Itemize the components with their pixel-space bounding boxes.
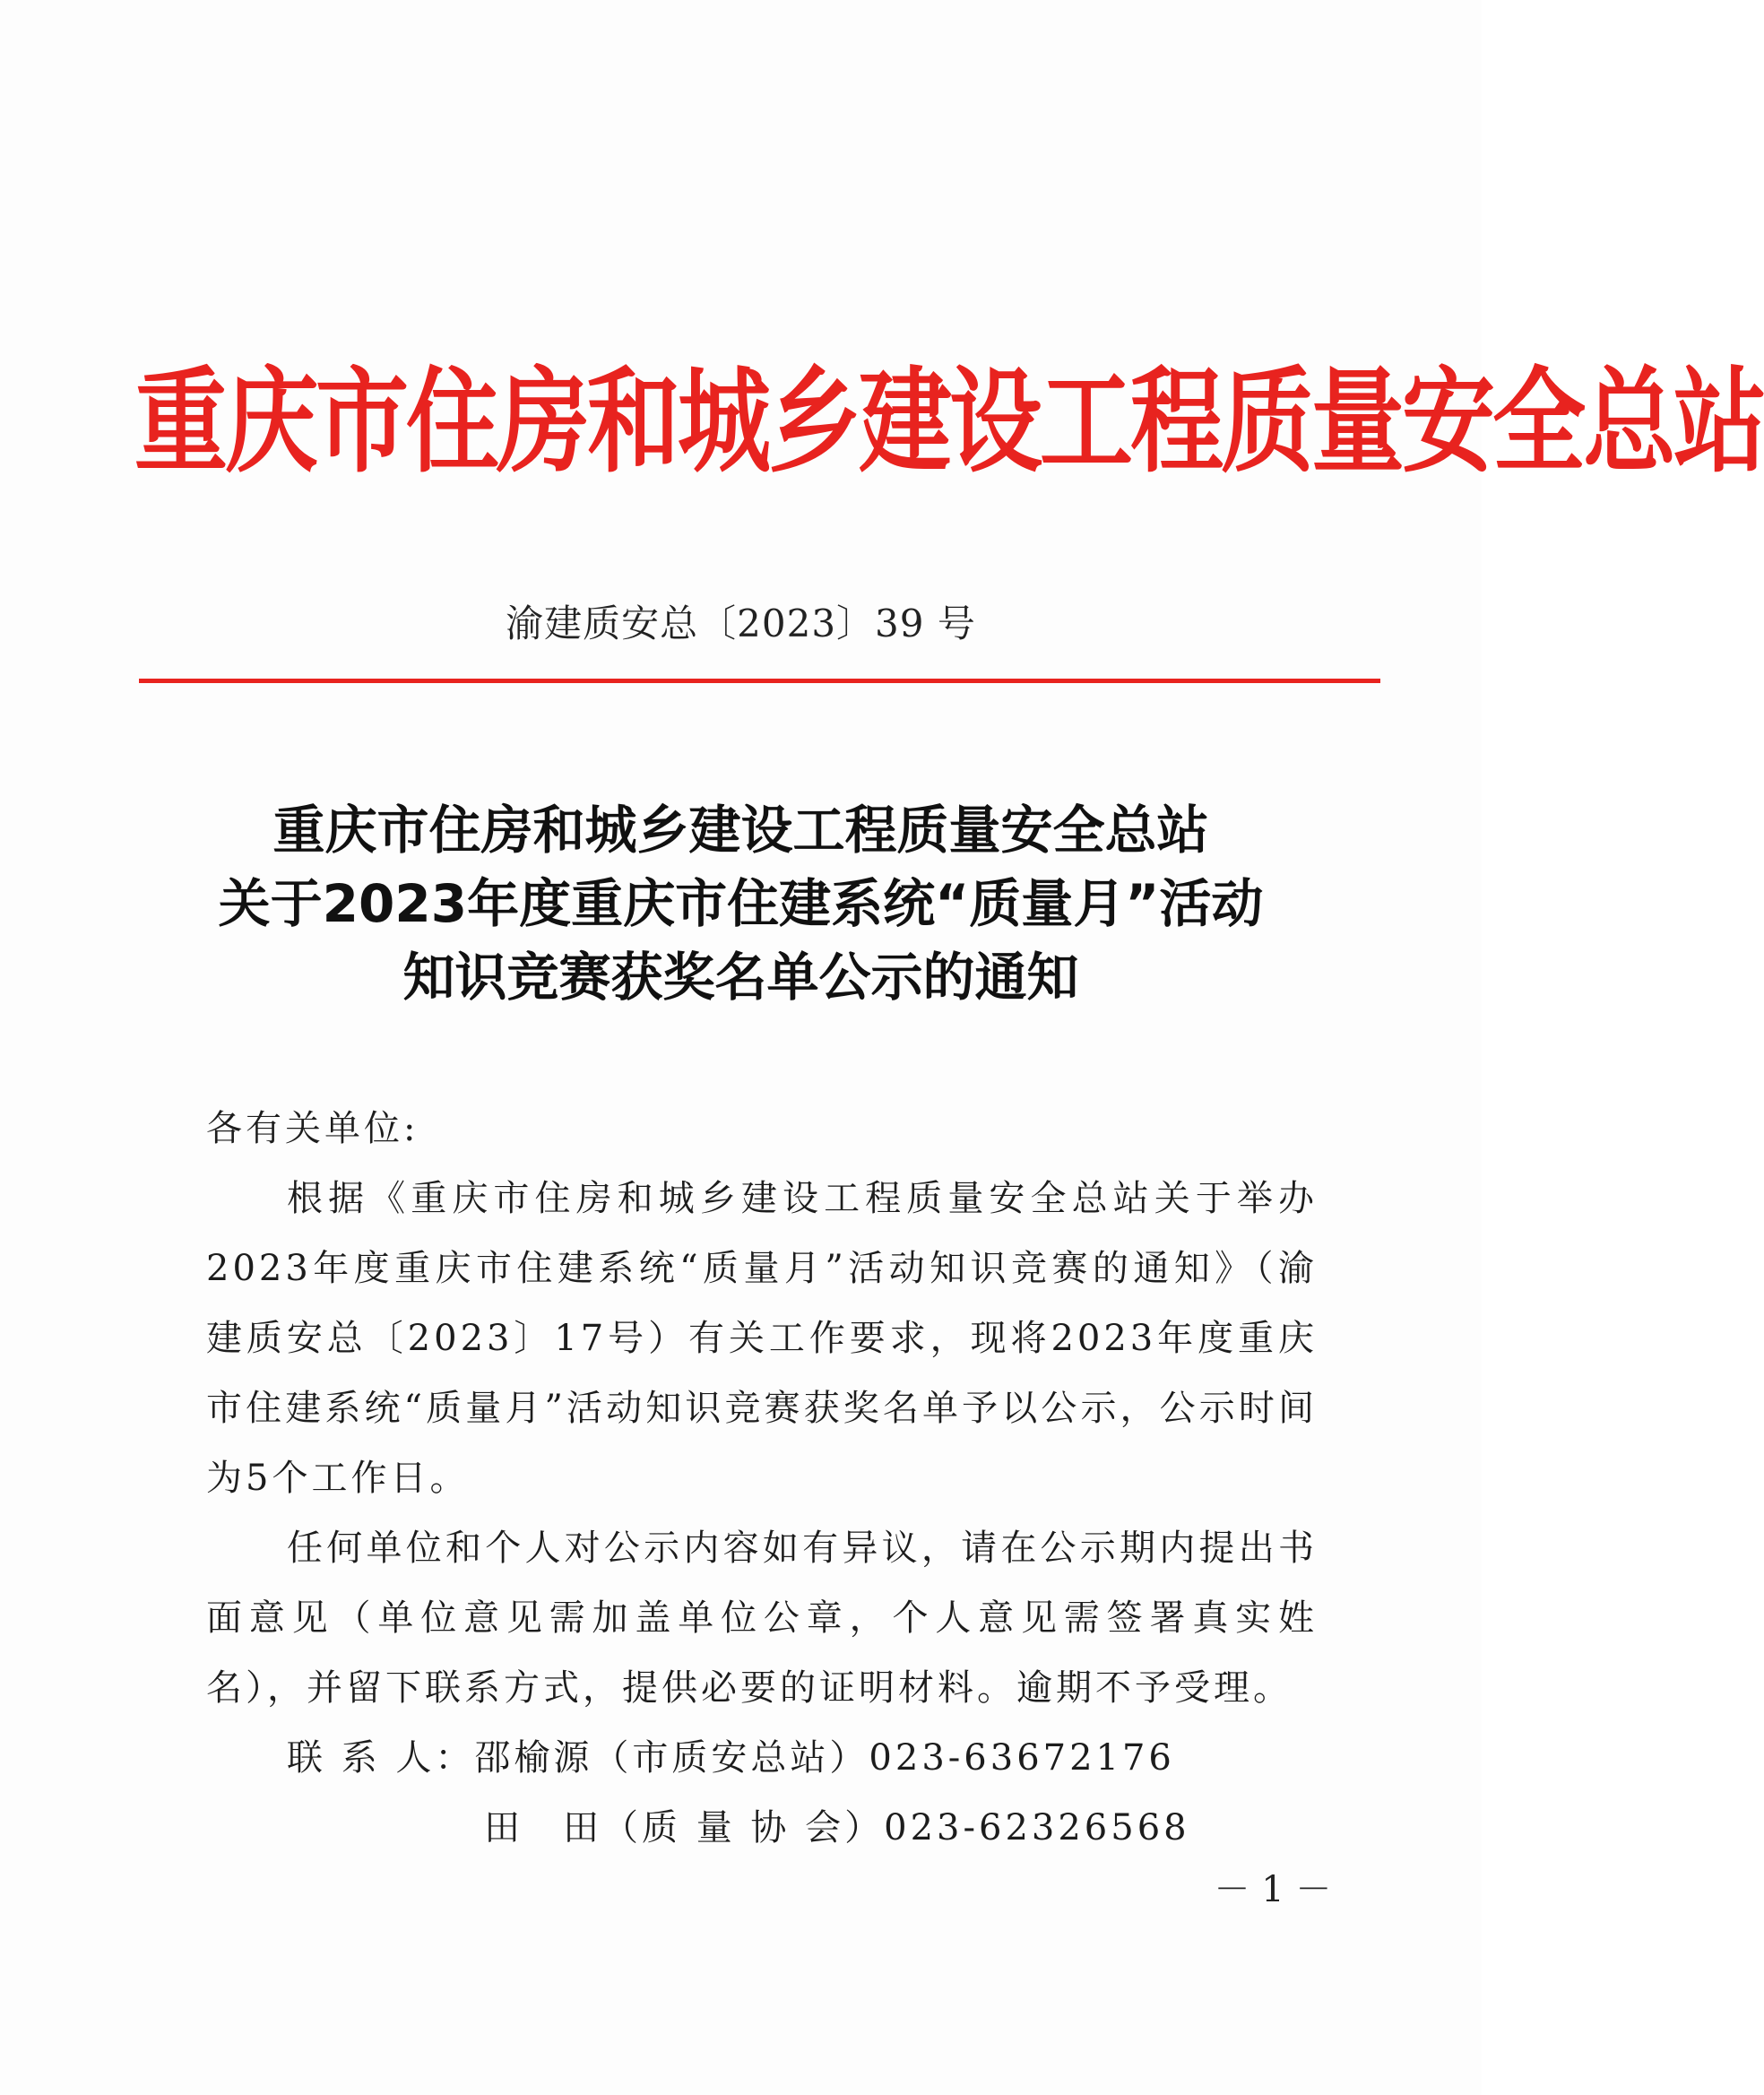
red-divider-line [139, 679, 1380, 683]
salutation: 各有关单位: [206, 1108, 419, 1149]
title-line-2: 关于2023年度重庆市住建系统“质量月”活动 [218, 873, 1264, 934]
contact-line-1: 联 系 人：邵榆源（市质安总站）023-63672176 [287, 1737, 1175, 1779]
document-number: 渝建质安总〔2023〕39 号 [506, 602, 976, 645]
notice-title [134, 793, 1347, 1014]
body-paragraph-1: 根据《重庆市住房和城乡建设工程质量安全总站关于举办2023年度重庆市住建系统“质量月”活动知识竞赛的通知》（渝建质安总〔2023〕17号）有关工作要求，现将2023年度重庆市住建系统“质量月”活动知识竞赛获奖名单予以公示，公示时间为5个工作日。 [206, 1178, 1318, 1499]
body-paragraph-2: 任何单位和个人对公示内容如有异议，请在公示期内提出书面意见（单位意见需加盖单位公章，个人意见需签署真实姓名），并留下联系方式，提供必要的证明材料。逾期不予受理。 [206, 1528, 1318, 1709]
title-line-3: 知识竞赛获奖名单公示的通知 [402, 947, 1079, 1008]
contact-line-2: 田 田（质 量 协 会）023-62326568 [484, 1807, 1190, 1848]
masthead-org-name: 重庆市住房和城乡建设工程质量安全总站 [134, 354, 1764, 489]
page-number: － 1 － [1214, 1869, 1332, 1910]
title-line-1: 重庆市住房和城乡建设工程质量安全总站 [272, 800, 1209, 861]
